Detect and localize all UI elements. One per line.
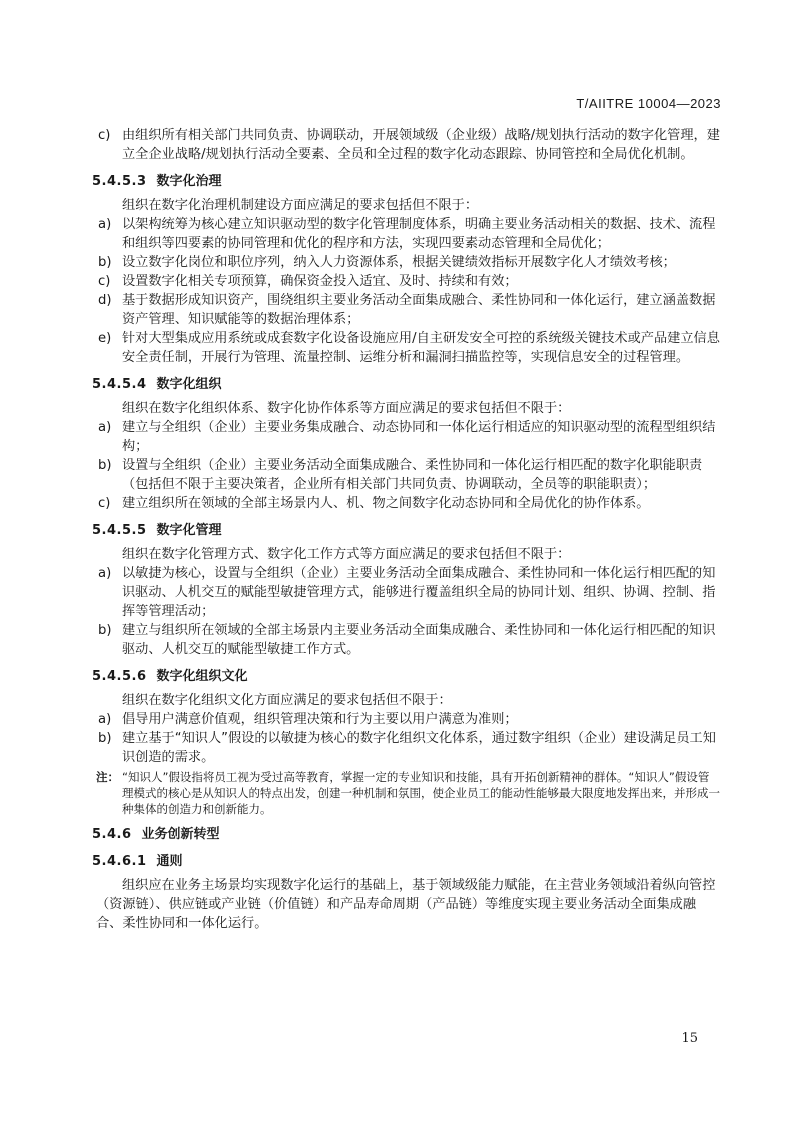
list-item (96, 253, 720, 272)
list-item (96, 729, 720, 767)
list-item-marker: e) (98, 331, 112, 346)
section-number: 5.4.5.5 (92, 523, 147, 538)
list-item-marker: c) (98, 496, 111, 511)
list-item (96, 215, 720, 253)
document-body (92, 126, 720, 933)
list-item-marker: a) (98, 566, 112, 581)
list-item-marker: b) (98, 623, 112, 638)
paragraph: 组织在数字化组织体系、数字化协作体系等方面应满足的要求包括但不限于： (122, 401, 571, 416)
page-number: 15 (681, 1031, 698, 1046)
list-item (96, 291, 720, 329)
section-heading (92, 667, 720, 686)
section-title: 数字化组织 (156, 377, 222, 392)
list-item-text: 设置数字化相关专项预算，确保资金投入适宜、及时、持续和有效； (122, 274, 518, 289)
list-item (96, 329, 720, 367)
paragraph: 组织应在业务主场景均实现数字化运行的基础上，基于领域级能力赋能，在主营业务领域沿着纵向管控（资源链）、供应链或产业链（价值链）和产品寿命周期（产品链）等维度实现主要业务活动全面集成融合、柔性协同和一体化运行。 (96, 878, 716, 931)
list-item (96, 456, 720, 494)
list-item-text: 以架构统筹为核心建立知识驱动型的数字化管理制度体系，明确主要业务活动相关的数据、技术、流程和组织等四要素的协同管理和优化的程序和方法，实现四要素动态管理和全局优化； (122, 217, 716, 251)
section-heading (92, 375, 720, 394)
list-item-text: 设置与全组织（企业）主要业务活动全面集成融合、柔性协同和一体化运行相匹配的数字化职能职责（包括但不限于主要决策者，企业所有相关部门共同负责、协调联动，全员等的职能职责）； (122, 458, 703, 492)
list-item-text: 以敏捷为核心，设置与全组织（企业）主要业务活动全面集成融合、柔性协同和一体化运行相匹配的知识驱动、人机交互的赋能型敏捷管理方式，能够进行覆盖组织全局的协同计划、组织、协调、控制、指挥等管理活动； (122, 566, 716, 619)
section-heading (92, 521, 720, 540)
list-item-marker: a) (98, 217, 112, 232)
section-number: 5.4.6.1 (92, 854, 147, 869)
list-item (96, 494, 720, 513)
list-item-text: 针对大型集成应用系统或成套数字化设备设施应用/自主研发安全可控的系统级关键技术或产品建立信息安全责任制，开展行为管理、流量控制、运维分析和漏洞扫描监控等，实现信息安全的过程管理。 (122, 331, 720, 365)
list-item-text: 建立与组织所在领域的全部主场景内主要业务活动全面集成融合、柔性协同和一体化运行相匹配的知识驱动、人机交互的赋能型敏捷工作方式。 (122, 623, 716, 657)
list-item-marker: d) (98, 293, 112, 308)
list-item (96, 710, 720, 729)
note-text: “知识人”假设指将员工视为受过高等教育，掌握一定的专业知识和技能，具有开拓创新精神的群体。“知识人”假设管理模式的核心是从知识人的特点出发，创建一种机制和氛围，使企业员工的能动性能够最大限度地发挥出来，并形成一种集体的创造力和创新能力。 (122, 770, 720, 816)
note (96, 769, 720, 817)
list-item (96, 621, 720, 659)
list-item-marker: c) (98, 274, 111, 289)
section-title: 数字化组织文化 (156, 669, 248, 684)
section-number: 5.4.5.6 (92, 669, 147, 684)
list-item-text: 基于数据形成知识资产，围绕组织主要业务活动全面集成融合、柔性协同和一体化运行，建立涵盖数据资产管理、知识赋能等的数据治理体系； (122, 293, 716, 327)
section-title: 数字化治理 (156, 174, 222, 189)
list-item-marker: b) (98, 255, 112, 270)
document-id: T/AIITRE 10004—2023 (576, 96, 721, 111)
list-item-text: 设立数字化岗位和职位序列，纳入人力资源体系，根据关键绩效指标开展数字化人才绩效考核； (122, 255, 676, 270)
section-number: 5.4.5.3 (92, 174, 147, 189)
list-item (96, 564, 720, 621)
section-number: 5.4.6 (92, 827, 132, 842)
list-item-marker: a) (98, 420, 112, 435)
list-item (96, 418, 720, 456)
note-label: 注： (96, 770, 119, 784)
section-heading (92, 172, 720, 191)
paragraph: 组织在数字化治理机制建设方面应满足的要求包括但不限于： (122, 198, 479, 213)
list-item-text: 建立基于“知识人”假设的以敏捷为核心的数字化组织文化体系，通过数字组织（企业）建设满足员工知识创造的需求。 (122, 731, 716, 765)
list-item-text: 倡导用户满意价值观，组织管理决策和行为主要以用户满意为准则； (122, 712, 518, 727)
list-item (96, 126, 720, 164)
list-item-marker: a) (98, 712, 112, 727)
list-item-text: 由组织所有相关部门共同负责、协调联动，开展领域级（企业级）战略/规划执行活动的数字化管理，建立全企业战略/规划执行活动全要素、全员和全过程的数字化动态跟踪、协同管控和全局优化机制。 (122, 128, 720, 162)
section-number: 5.4.5.4 (92, 377, 147, 392)
list-item-text: 建立与全组织（企业）主要业务集成融合、动态协同和一体化运行相适应的知识驱动型的流程型组织结构； (122, 420, 716, 454)
section-title: 数字化管理 (156, 523, 222, 538)
list-item-marker: b) (98, 458, 112, 473)
section-title: 通则 (156, 854, 183, 869)
list-item-marker: c) (98, 128, 111, 143)
list-item-text: 建立组织所在领域的全部主场景内人、机、物之间数字化动态协同和全局优化的协作体系。 (122, 496, 650, 511)
list-item-marker: b) (98, 731, 112, 746)
paragraph: 组织在数字化管理方式、数字化工作方式等方面应满足的要求包括但不限于： (122, 547, 571, 562)
section-heading (92, 852, 720, 871)
paragraph: 组织在数字化组织文化方面应满足的要求包括但不限于： (122, 693, 452, 708)
section-title: 业务创新转型 (141, 827, 220, 842)
section-heading (92, 825, 720, 844)
list-item (96, 272, 720, 291)
